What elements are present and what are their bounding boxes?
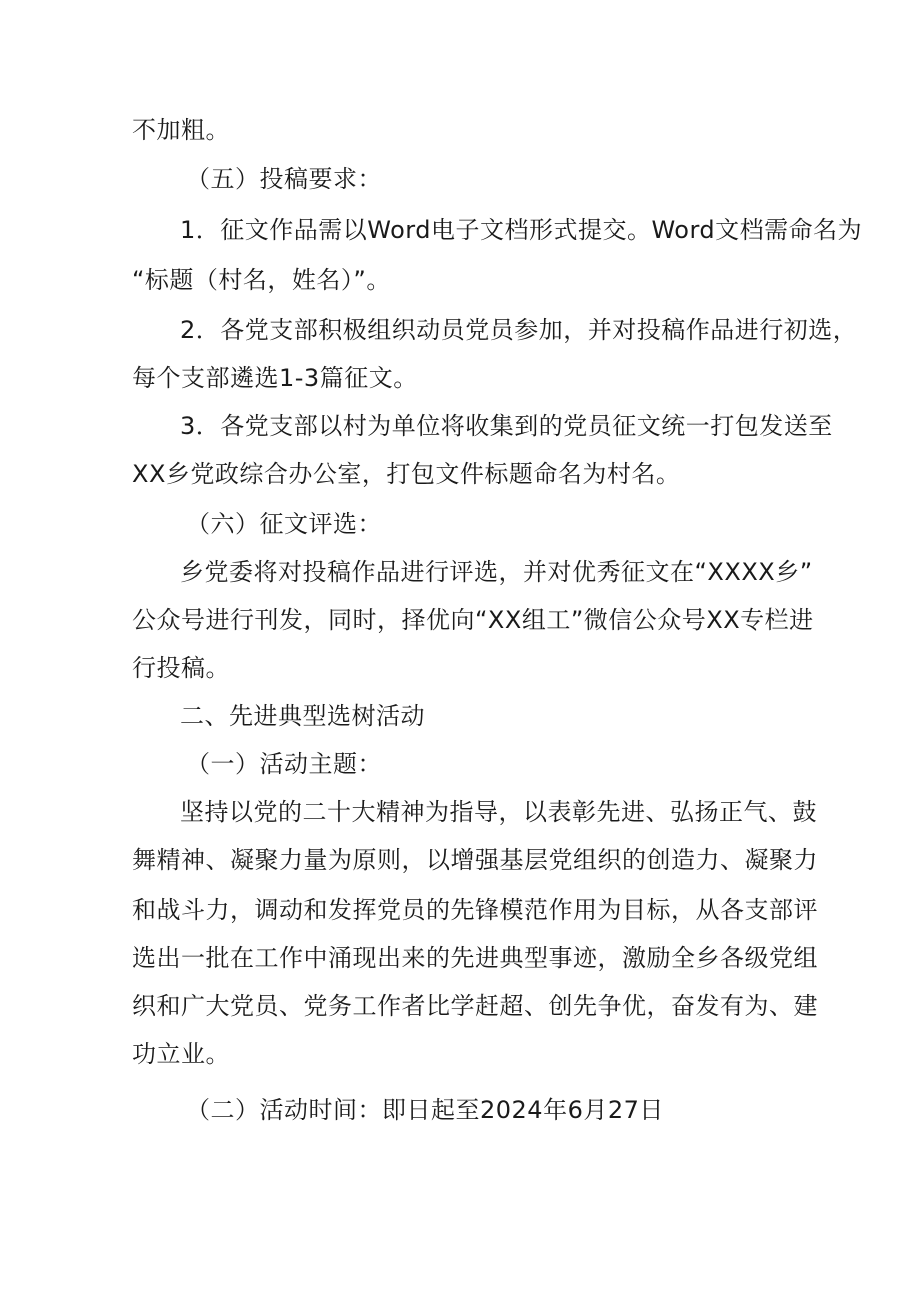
text-line: 每个支部遴选1-3篇征文。 (132, 364, 418, 392)
section-heading-5: （五）投稿要求： (186, 165, 382, 193)
text-line: 织和广大党员、党务工作者比学赶超、创先争优，奋发有为、建 (132, 992, 818, 1020)
text-line: 和战斗力，调动和发挥党员的先锋模范作用为目标，从各支部评 (132, 896, 818, 924)
text-line: 1．征文作品需以Word电子文档形式提交。Word文档需命名为 (180, 216, 863, 244)
text-line: 2．各党支部积极组织动员党员参加，并对投稿作品进行初选， (180, 316, 858, 344)
text-line: 3．各党支部以村为单位将收集到的党员征文统一打包发送至 (180, 412, 833, 440)
major-heading-2: 二、先进典型选树活动 (180, 702, 425, 730)
text-line: 乡党委将对投稿作品进行评选，并对优秀征文在“XXXX乡” (180, 558, 813, 586)
section-heading-1: （一）活动主题： (186, 750, 382, 778)
text-line: “标题（村名，姓名）”。 (132, 266, 391, 294)
text-line: XX乡党政综合办公室，打包文件标题命名为村名。 (132, 460, 681, 488)
text-line: 公众号进行刊发，同时，择优向“XX组工”微信公众号XX专栏进 (132, 606, 814, 634)
text-line: 坚持以党的二十大精神为指导，以表彰先进、弘扬正气、鼓 (180, 798, 817, 826)
section-heading-6: （六）征文评选： (186, 510, 382, 538)
text-line: 选出一批在工作中涌现出来的先进典型事迹，激励全乡各级党组 (132, 944, 818, 972)
text-line: 舞精神、凝聚力量为原则，以增强基层党组织的创造力、凝聚力 (132, 846, 818, 874)
section-heading-2: （二）活动时间：即日起至2024年6月27日 (186, 1096, 664, 1124)
text-line: 功立业。 (132, 1040, 230, 1068)
text-line: 行投稿。 (132, 654, 230, 682)
text-line: 不加粗。 (132, 116, 230, 144)
